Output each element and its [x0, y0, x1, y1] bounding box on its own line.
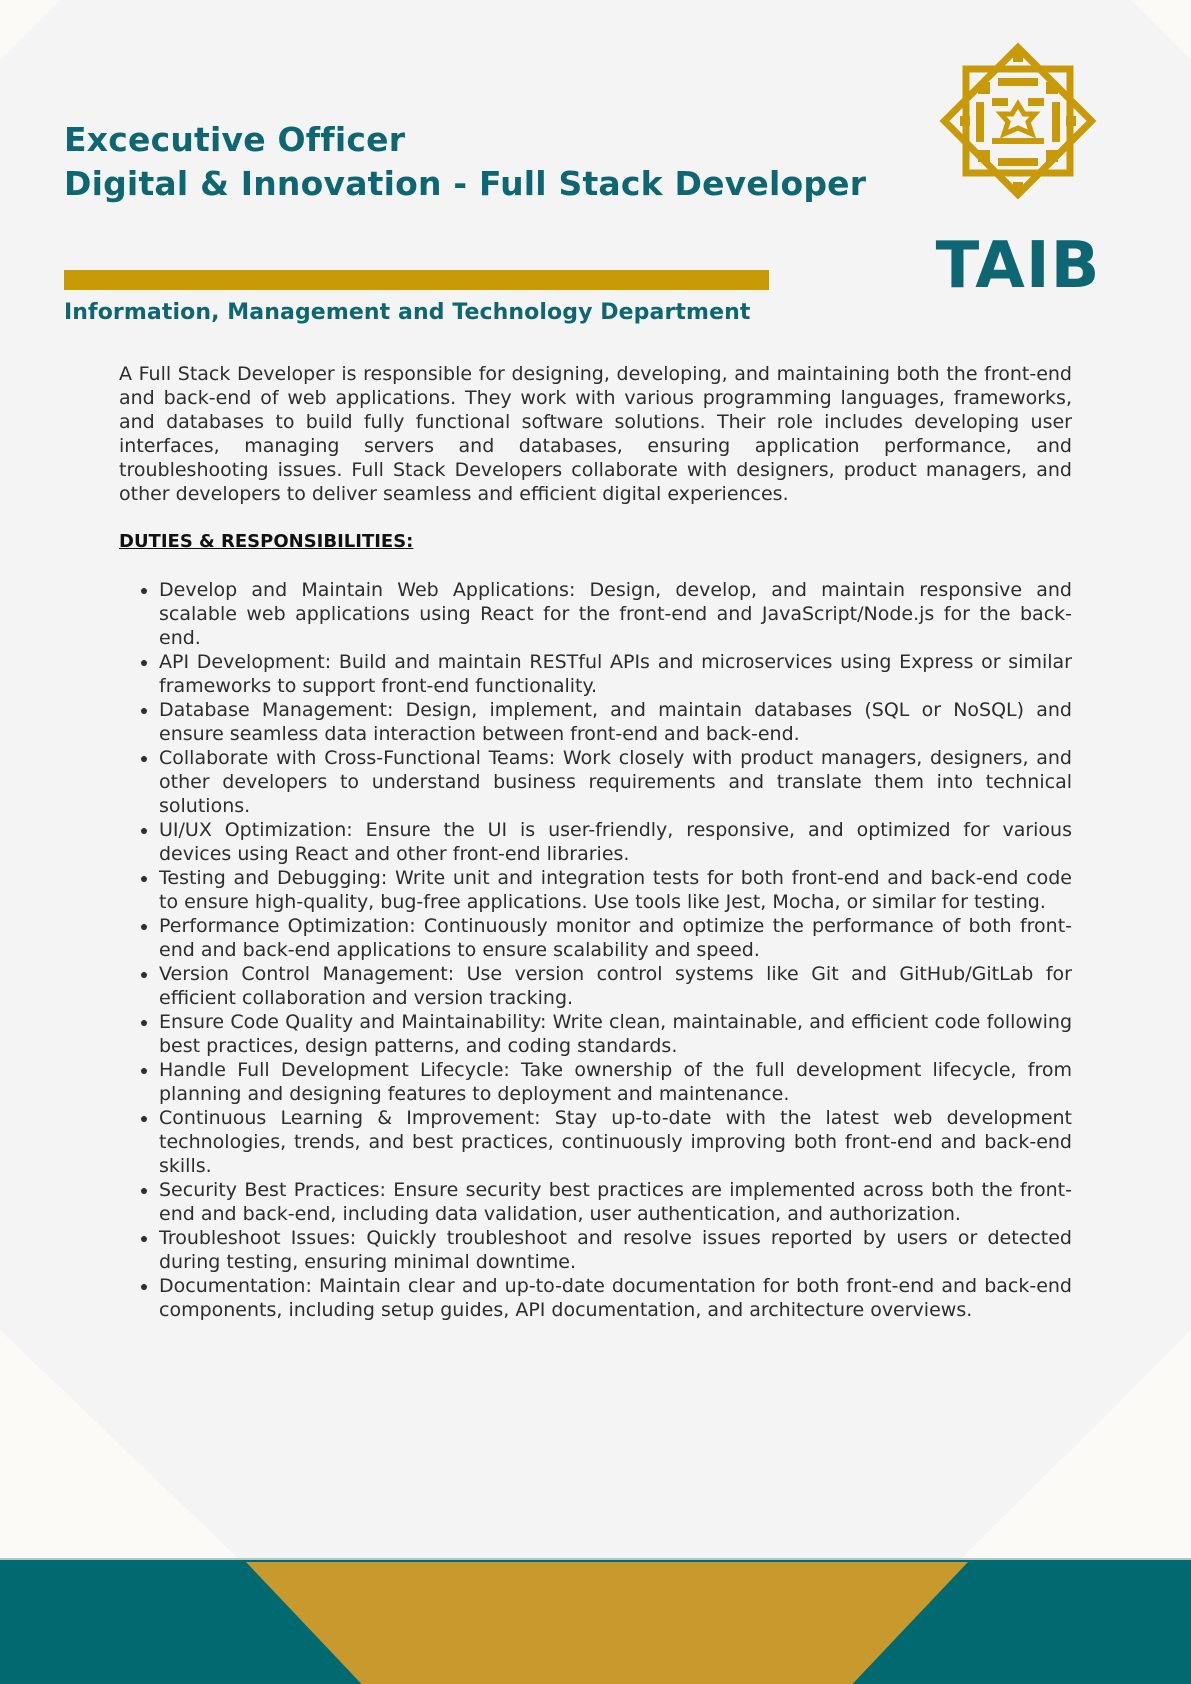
- page-title-line-2: Digital & Innovation - Full Stack Developer: [64, 164, 867, 203]
- duties-heading: DUTIES & RESPONSIBILITIES:: [119, 531, 414, 552]
- duties-list: [119, 578, 1072, 1322]
- page-title-line-1: Excecutive Officer: [64, 120, 406, 159]
- header-divider-bar: [64, 270, 769, 290]
- list-item: • Ensure Code Quality and Maintainability: Write clean, maintainable, and efficient code following best practices, design patterns, and coding standards.: [159, 1010, 1072, 1058]
- list-item: • Database Management: Design, implement, and maintain databases (SQL or NoSQL) and ensure seamless data interaction between front-end and back-end.: [159, 698, 1072, 746]
- taib-logo: [920, 42, 1116, 303]
- list-item: • Version Control Management: Use version control systems like Git and GitHub/GitLab for efficient collaboration and version tracking.: [159, 962, 1072, 1010]
- intro-paragraph: A Full Stack Developer is responsible for designing, developing, and maintaining both the front-end and back-end of web applications. They work with various programming languages, frameworks, and databases to build fully functional software solutions. Their role includes developing user interfaces, managing servers and databases, ensuring application performance, and troubleshooting issues. Full Stack Developers collaborate with designers, product managers, and other developers to deliver seamless and efficient digital experiences.: [119, 363, 1072, 505]
- list-item: • Handle Full Development Lifecycle: Take ownership of the full development lifecycle, from planning and designing features to deployment and maintenance.: [159, 1058, 1072, 1106]
- kufic-emblem-icon: [920, 42, 1116, 232]
- list-item: • Continuous Learning & Improvement: Stay up-to-date with the latest web development technologies, trends, and best practices, continuously improving both front-end and back-end skills.: [159, 1106, 1072, 1178]
- list-item: • UI/UX Optimization: Ensure the UI is user-friendly, responsive, and optimized for various devices using React and other front-end libraries.: [159, 818, 1072, 866]
- page-header: [64, 118, 866, 206]
- list-item: • Collaborate with Cross-Functional Teams: Work closely with product managers, designers, and other developers to understand business requirements and translate them into technical solutions.: [159, 746, 1072, 818]
- job-description: [119, 362, 1072, 1322]
- list-item: • Security Best Practices: Ensure security best practices are implemented across both the front-end and back-end, including data validation, user authentication, and authorization.: [159, 1178, 1072, 1226]
- list-item: • Performance Optimization: Continuously monitor and optimize the performance of both front-end and back-end applications to ensure scalability and speed.: [159, 914, 1072, 962]
- list-item: • Documentation: Maintain clear and up-to-date documentation for both front-end and back-end components, including setup guides, API documentation, and architecture overviews.: [159, 1274, 1072, 1322]
- list-item: • Develop and Maintain Web Applications: Design, develop, and maintain responsive and scalable web applications using React for the front-end and JavaScript/Node.js for the back-end.: [159, 578, 1072, 650]
- taib-logo-text: TAIB: [935, 229, 1101, 303]
- footer-gold-trapezoid: [246, 1562, 968, 1684]
- department-title: Information, Management and Technology Department: [64, 300, 751, 325]
- list-item: • Troubleshoot Issues: Quickly troubleshoot and resolve issues reported by users or detected during testing, ensuring minimal downtime.: [159, 1226, 1072, 1274]
- list-item: • API Development: Build and maintain RESTful APIs and microservices using Express or similar frameworks to support front-end functionality.: [159, 650, 1072, 698]
- list-item: • Testing and Debugging: Write unit and integration tests for both front-end and back-end code to ensure high-quality, bug-free applications. Use tools like Jest, Mocha, or similar for testing.: [159, 866, 1072, 914]
